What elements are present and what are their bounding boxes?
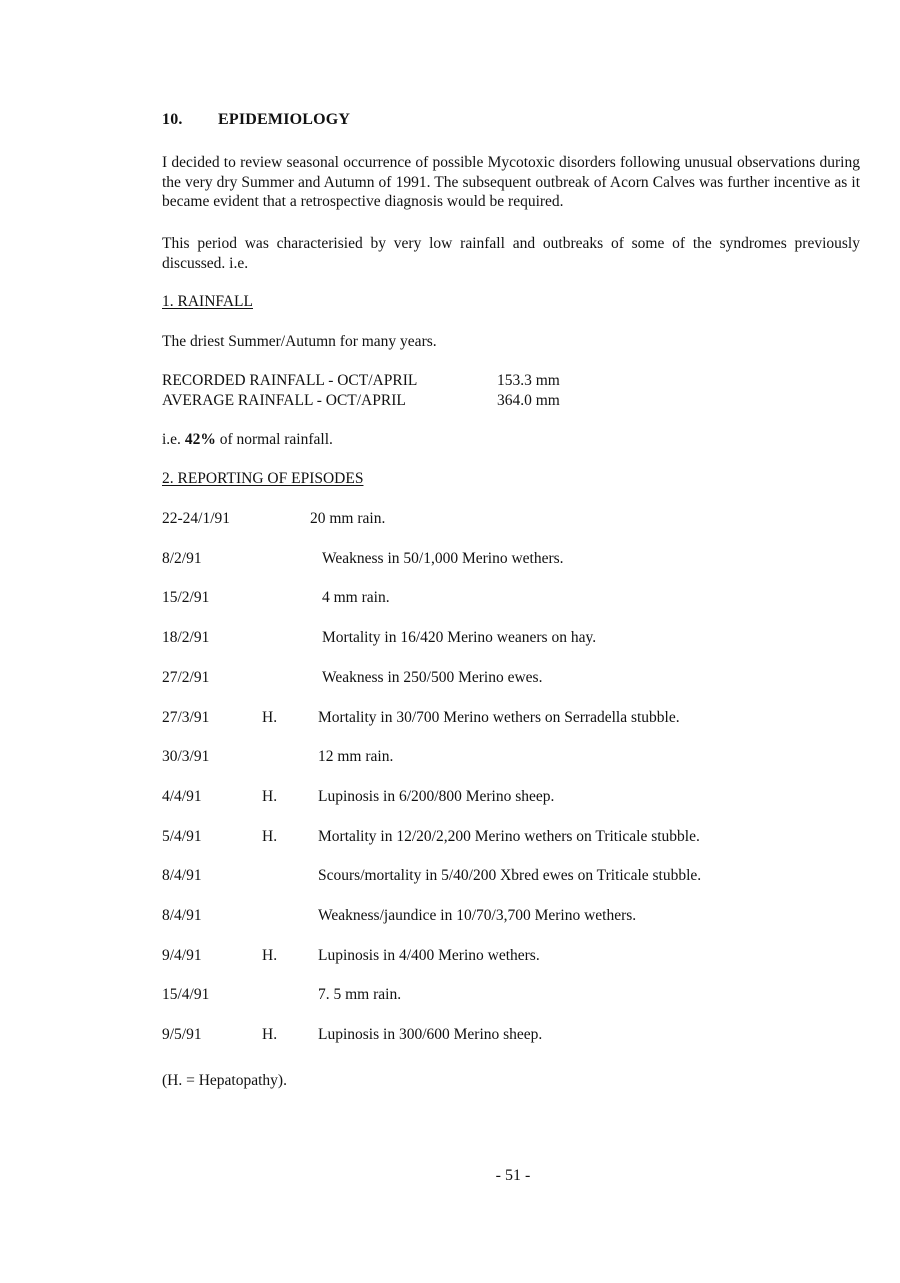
episode-description: Lupinosis in 300/600 Merino sheep.: [318, 1026, 543, 1044]
episode-date: 8/2/91: [162, 549, 202, 567]
episode-date: 22-24/1/91: [162, 510, 231, 527]
intro-paragraph: I decided to review seasonal occurrence of possible Mycotoxic disorders following unusual observations during the very dry Summer and Autumn of 1991. The subsequent outbreak of Acorn Calves was further incentive as it became evident that a retrospective diagnosis would be required.: [162, 154, 860, 210]
page-number-container: [0, 1166, 900, 1186]
rainfall-intro: The driest Summer/Autumn for many years.: [162, 333, 437, 350]
episode-date: 15/4/91: [162, 986, 210, 1004]
page-number: - 51 -: [495, 1167, 531, 1184]
section-number: 10.: [162, 111, 183, 128]
episode-description: 12 mm rain.: [318, 748, 394, 766]
episode-date: 8/4/91: [162, 907, 202, 924]
episode-row: [162, 588, 862, 608]
rainfall-row-value: 153.3 mm: [497, 372, 560, 389]
section-heading: [162, 110, 350, 130]
episode-description: Weakness in 50/1,000 Merino wethers.: [322, 549, 564, 567]
episode-row: [162, 985, 862, 1005]
episode-description: 20 mm rain.: [310, 510, 386, 527]
episode-row: [162, 946, 862, 966]
episode-row: [162, 628, 862, 648]
episode-description: Lupinosis in 4/400 Merino wethers.: [318, 946, 540, 964]
episodes-heading: 2. REPORTING OF EPISODES: [162, 470, 364, 487]
episode-date: 4/4/91: [162, 787, 202, 805]
rainfall-row-label: RECORDED RAINFALL - OCT/APRIL: [162, 372, 418, 389]
episode-description: Scours/mortality in 5/40/200 Xbred ewes on Triticale stubble.: [318, 867, 702, 885]
episode-date: 30/3/91: [162, 748, 210, 766]
episode-row: [162, 708, 862, 728]
episode-row: [162, 747, 862, 767]
episode-description: Weakness in 250/500 Merino ewes.: [322, 668, 543, 686]
episode-row: [162, 509, 862, 529]
rainfall-row-recorded: [162, 371, 662, 391]
episode-row: [162, 549, 862, 569]
episode-date: 15/2/91: [162, 589, 210, 607]
rainfall-percentage: 42%: [184, 431, 216, 448]
rainfall-summary-suffix: of normal rainfall.: [215, 431, 333, 448]
episode-hepatopathy-flag: H.: [262, 827, 278, 845]
episode-hepatopathy-flag: H.: [262, 946, 278, 964]
rainfall-summary: [162, 430, 333, 450]
episode-date: 9/4/91: [162, 946, 202, 964]
episode-date: 27/3/91: [162, 708, 210, 726]
rainfall-summary-prefix: i.e.: [162, 431, 185, 448]
episode-row: [162, 866, 862, 886]
rainfall-row-average: [162, 391, 662, 411]
episode-row: [162, 787, 862, 807]
episode-date: 9/5/91: [162, 1026, 202, 1044]
episodes-footnote: (H. = Hepatopathy).: [162, 1072, 287, 1089]
episode-description: 7. 5 mm rain.: [318, 986, 402, 1004]
rainfall-row-label: AVERAGE RAINFALL - OCT/APRIL: [162, 392, 406, 409]
rainfall-heading: 1. RAINFALL: [162, 293, 253, 310]
episode-description: 4 mm rain.: [322, 589, 390, 607]
episode-description: Mortality in 12/20/2,200 Merino wethers on Triticale stubble.: [318, 827, 700, 845]
episode-row: [162, 906, 862, 926]
episode-row: [162, 668, 862, 688]
episode-hepatopathy-flag: H.: [262, 787, 278, 805]
episode-date: 5/4/91: [162, 827, 202, 845]
episode-date: 18/2/91: [162, 629, 210, 647]
episode-row: [162, 1025, 862, 1045]
episode-description: Mortality in 16/420 Merino weaners on hay.: [322, 629, 597, 647]
episode-date: 8/4/91: [162, 867, 202, 885]
episode-description: Weakness/jaundice in 10/70/3,700 Merino wethers.: [318, 907, 637, 924]
period-paragraph: This period was characterisied by very low rainfall and outbreaks of some of the syndromes previously discussed. i.e.: [162, 235, 860, 272]
episode-hepatopathy-flag: H.: [262, 1026, 278, 1044]
episode-row: [162, 827, 862, 847]
episode-date: 27/2/91: [162, 668, 210, 686]
rainfall-row-value: 364.0 mm: [497, 392, 560, 409]
episode-description: Mortality in 30/700 Merino wethers on Serradella stubble.: [318, 708, 680, 726]
episode-hepatopathy-flag: H.: [262, 708, 278, 726]
episode-description: Lupinosis in 6/200/800 Merino sheep.: [318, 787, 555, 805]
section-title: EPIDEMIOLOGY: [218, 111, 351, 128]
